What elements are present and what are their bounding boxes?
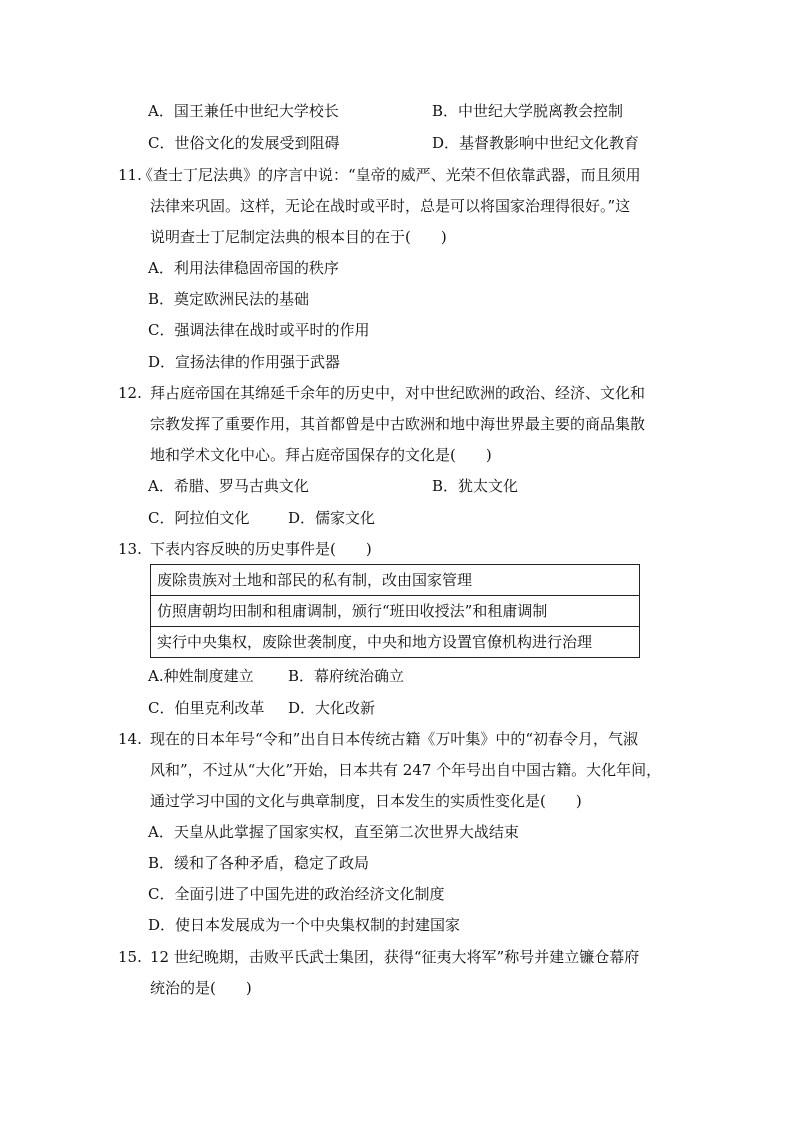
q14-stem-line-2: 风和”，不过从“大化”开始，日本共有 247 个年号出自中国古籍。大化年间，: [150, 761, 662, 779]
q13-option-c: C．伯里克利改革: [148, 699, 265, 717]
q15-stem-line-2: 统治的是( ): [150, 979, 252, 997]
q13-stem: 下表内容反映的历史事件是( ): [150, 540, 372, 558]
q12-stem-line-2: 宗教发挥了重要作用，其首都曾是中古欧洲和地中海世界最主要的商品集散: [150, 415, 646, 433]
q11-option-c: C．强调法律在战时或平时的作用: [148, 321, 370, 339]
q14-option-d: D．使日本发展成为一个中央集权制的封建国家: [148, 916, 461, 934]
q10-option-a: A．国王兼任中世纪大学校长: [148, 102, 339, 120]
q15-stem-line-1: 12 世纪晚期，击败平氏武士集团，获得“征夷大将军”称号并建立镰仓幕府: [150, 948, 640, 966]
q14-number: 14.: [118, 730, 142, 748]
q11-option-a: A．利用法律稳固帝国的秩序: [148, 259, 339, 277]
table-cell: 废除贵族对土地和部民的私有制，改由国家管理: [151, 565, 640, 596]
q14-option-b: B．缓和了各种矛盾，稳定了政局: [148, 854, 370, 872]
q13-option-b: B．幕府统治确立: [288, 667, 405, 685]
q14-stem-line-1: 现在的日本年号“令和”出自日本传统古籍《万叶集》中的“初春令月，气淑: [150, 730, 639, 748]
q11-stem-line-1: 《查士丁尼法典》的序言中说：“皇帝的威严、光荣不但依靠武器，而且须用: [138, 166, 641, 184]
q11-number: 11.: [118, 166, 142, 184]
q10-option-c: C．世俗文化的发展受到阻碍: [148, 134, 340, 152]
table-cell: 仿照唐朝均田制和租庸调制，颁行“班田收授法”和租庸调制: [151, 596, 640, 627]
q12-option-c: C．阿拉伯文化: [148, 509, 250, 527]
q12-stem-line-3: 地和学术文化中心。拜占庭帝国保存的文化是( ): [150, 446, 492, 464]
table-row: [151, 627, 640, 658]
q10-option-b: B．中世纪大学脱离教会控制: [432, 102, 624, 120]
q13-table: [150, 564, 640, 658]
q12-option-a: A．希腊、罗马古典文化: [148, 477, 309, 495]
q12-option-b: B．犹太文化: [432, 477, 519, 495]
q11-option-b: B．奠定欧洲民法的基础: [148, 290, 310, 308]
q14-stem-line-3: 通过学习中国的文化与典章制度，日本发生的实质性变化是( ): [150, 792, 582, 810]
q11-option-d: D．宣扬法律的作用强于武器: [148, 353, 341, 371]
q15-number: 15.: [118, 948, 142, 966]
table-row: [151, 565, 640, 596]
q12-option-d: D．儒家文化: [288, 509, 376, 527]
q13-option-d: D．大化改新: [288, 699, 376, 717]
q13-number: 13.: [118, 540, 142, 558]
q10-option-d: D．基督教影响中世纪文化教育: [432, 134, 640, 152]
q14-option-c: C．全面引进了中国先进的政治经济文化制度: [148, 885, 445, 903]
q11-stem-line-3: 说明查士丁尼制定法典的根本目的在于( ): [150, 228, 447, 246]
table-cell: 实行中央集权，废除世袭制度，中央和地方设置官僚机构进行治理: [151, 627, 640, 658]
q12-number: 12.: [118, 384, 142, 402]
table-row: [151, 596, 640, 627]
q12-stem-line-1: 拜占庭帝国在其绵延千余年的历史中，对中世纪欧洲的政治、经济、文化和: [150, 384, 646, 402]
q11-stem-line-2: 法律来巩固。这样，无论在战时或平时，总是可以将国家治理得很好。”这: [150, 197, 631, 215]
q13-option-a: A.种姓制度建立: [148, 667, 254, 685]
q14-option-a: A．天皇从此掌握了国家实权，直至第二次世界大战结束: [148, 823, 519, 841]
